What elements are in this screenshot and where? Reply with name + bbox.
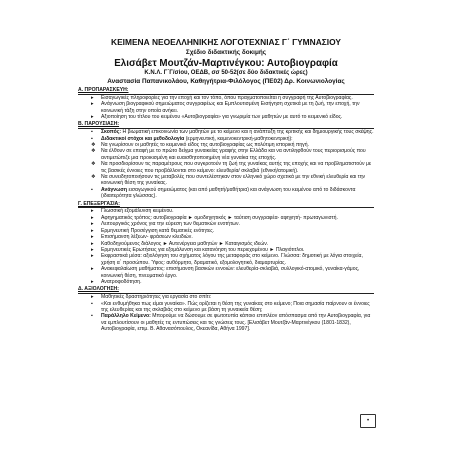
bullet-icon: ▪ xyxy=(91,300,93,307)
item-text: Λειτουργικός χρόνος για την εύρεση των θεματικών ενοτήτων. xyxy=(101,221,240,228)
list-item xyxy=(78,114,374,120)
bullet-icon: ▪ xyxy=(91,313,93,320)
item-text: εισαγωγικού σημειώματος (και από μαθητή/μαθήτρια) και ανάγνωση του κειμένου από το διδάσκοντα (ιδιαιτερότητα γλώσσας). xyxy=(101,186,356,200)
item-text: Αφηγηματικός τρόπος: αυτοβιογραφία ► ομοδιηγητικός ► ταύτιση συγγραφέα- αφηγητή- πρωταγωνιστή. xyxy=(101,214,338,221)
section-title: Γ. ΕΠΕΞΕΡΓΑΣΙΑ: xyxy=(78,200,120,207)
section-title: Δ. ΑΞΙΟΛΟΓΗΣΗ: xyxy=(78,286,119,293)
bullet-icon: ▪ xyxy=(91,129,93,136)
item-text: Επισήμανση λέξεων- φράσεων κλειδιών. xyxy=(101,234,193,241)
list-item xyxy=(78,313,374,332)
list-item xyxy=(78,148,374,161)
item-lead: Σκοπός: xyxy=(101,129,122,136)
document-body xyxy=(78,86,374,333)
bullet-icon: ▸ xyxy=(91,94,94,101)
bullet-icon: ▸ xyxy=(91,227,94,234)
list-item xyxy=(78,101,374,114)
list-item xyxy=(78,301,374,314)
item-text: Ανατροφοδότηση. xyxy=(101,278,142,285)
list-item xyxy=(78,174,374,187)
bullet-icon: ▸ xyxy=(91,114,94,121)
item-text: Μπορούμε να δώσουμε σε φωτοτυπία κάποιο επιπλέον απόσπασμα από την Αυτοβιογραφία, για να εμπλουτίσουν οι μαθητές τις εντυπώσεις και τις γνώσεις τους. [Ελισάβετ Μουτζάν-Μαρτινέγκου (1801-1832), Αυτοβιογραφία, επιμ. Β. Αθανασόπουλος, Οκεανίδα, Αθήνα 1997]. xyxy=(101,313,371,333)
bullet-icon: ▸ xyxy=(91,266,94,273)
item-text: Να γνωρίσουν οι μαθητές το κειμενικό είδος της αυτοβιογραφίας ως πολύτιμη ιστορική πηγή. xyxy=(101,142,309,149)
section-title: Β. ΠΑΡΟΥΣΙΑΣΗ: xyxy=(78,121,120,128)
item-text: Ανακεφαλαίωση μαθήματος: επισήμανση βασικών εννοιών: ελευθερία-σκλαβιά, συλλογικό-ατομικό, γυναίκα-γάμος, κοινωνική θέση, πνευματικό έργο. xyxy=(101,266,360,279)
list-item xyxy=(78,161,374,174)
document-subtitle: Σχέδιο διδακτικής δοκιμής xyxy=(185,48,267,56)
item-text: Να συνειδητοποιήσουν τις μεταβολές που συντελέστηκαν στον ελληνικό χώρο σχετικά με την εθνική ελευθερία και την κοινωνική θέση της γυναίκας. xyxy=(101,174,366,187)
item-text: Η βιωματική επικοινωνία των μαθητών με το κείμενο και η ανάπτυξη της κριτικής και δημιουργικής τους σκέψης. xyxy=(121,129,374,136)
item-text: (ερμηνευτική, κειμενοκεντρική-μαθητοκεντρική): xyxy=(184,135,293,142)
item-text: Αξιοποίηση του τίτλου του κειμένου «Αυτοβιογραφία» για γνωριμία των μαθητών με αυτό το κειμενικό είδος. xyxy=(101,114,343,121)
document-title: ΚΕΙΜΕΝΑ ΝΕΟΕΛΛΗΝΙΚΗΣ ΛΟΓΟΤΕΧΝΙΑΣ Γ΄ ΓΥΜΝΑΣΙΟΥ xyxy=(111,37,341,47)
bullet-icon: ▸ xyxy=(91,240,94,247)
section-title: Α. ΠΡΟΠΑΡΑΣΚΕΥΗ: xyxy=(78,87,129,93)
item-text: Γλωσσική εξομάλυνση κειμένου. xyxy=(101,208,174,215)
item-text: Μαθητικές δραστηριότητες για εργασία στο σπίτι: xyxy=(101,294,212,301)
item-text: Ερμηνευτική Προσέγγιση κατά θεματικές ενότητες. xyxy=(101,227,215,234)
course-meta: Κ.Ν.Λ. Γ΄Γ/σίου, ΟΕΔΒ, σσ 50-52(σε δύο διδακτικές ώρες) xyxy=(144,70,308,76)
item-text: Εισαγωγικές πληροφορίες για την εποχή και τον τόπο, όπου πραγματοποιείται η συγγραφή της Αυτοβιογραφίας. xyxy=(101,94,353,101)
item-text: Καθοδηγούμενος διάλογος ► Αυτενέργεια μαθητών ► Καταιγισμός ιδεών. xyxy=(101,240,269,247)
list-item xyxy=(78,279,374,285)
list-item xyxy=(78,253,374,266)
bullet-icon: ▪ xyxy=(91,186,93,193)
bullet-icon: ▸ xyxy=(91,208,94,215)
bullet-icon: ▪ xyxy=(91,135,93,142)
work-title: Ελισάβετ Μουτζάν-Μαρτινέγκου: Αυτοβιογραφία xyxy=(114,58,338,69)
item-lead: Διδακτικοί στόχοι και μεθοδολογία xyxy=(101,135,185,142)
bullet-icon: ❖ xyxy=(91,174,96,181)
item-text: Να έλθουν σε επαφή με το πρώτο δείγμα γυναικείας γραφής στην Ελλάδα και να αντιληφθούν τους περιορισμούς που αντιμετώπιζε μια προικισμένη και ευαισθητοποιημένη νέα γυναίκα της εποχής. xyxy=(101,148,366,161)
bullet-icon: ▸ xyxy=(91,278,94,285)
bullet-icon: ▸ xyxy=(91,253,94,260)
bullet-icon: ❖ xyxy=(91,161,96,168)
bullet-icon: ▸ xyxy=(91,214,94,221)
item-text: Ερμηνευτικές Ερωτήσεις για εξομάλυνση και κατανόηση του περιεχομένου ► Πλαγιότιτλοι. xyxy=(101,246,305,253)
list-item xyxy=(78,187,374,200)
bullet-icon: ▸ xyxy=(91,234,94,241)
bullet-icon: ▸ xyxy=(91,294,94,301)
item-lead: Παράλληλο Κείμενο: xyxy=(101,313,151,320)
author-line: Αναστασία Παπανικολάου, Καθηγήτρια-Φιλόλογος (ΠΕ02) Δρ. Κοινωνιολογίας xyxy=(107,77,345,85)
page-number: • xyxy=(360,414,376,428)
bullet-icon: ❖ xyxy=(91,142,96,149)
item-text: Ανάγνωση βιογραφικού σημειώματος συγγραφέως και Εμπλουτισμένη Εισήγηση σχετικά με τη ζωή, την εποχή, την κοινωνική τάξη στην οποία ανήκει. xyxy=(101,101,360,114)
bullet-icon: ▸ xyxy=(91,221,94,228)
bullet-icon: ❖ xyxy=(91,148,96,155)
item-lead: Ανάγνωση xyxy=(101,186,128,193)
item-text: «Και ενθυμήθηκα πως είμαι γυναίκα». Πώς ορίζεται η θέση της γυναίκας στο κείμενο; Ποια σημασία παίρνουν οι έννοιες της ελευθερίας και της σκλαβιάς στο κείμενο με βάση τη γυναικεία θέση; xyxy=(101,300,370,313)
item-text: Να προσδιορίσουν τις παραμέτρους που συγκροτούν τη ζωή της γυναίκας αυτής της εποχής και να προβληματιστούν με τις βασικές έννοιες που προβάλλονται στο κείμενο: ελευθερία/ σκλαβιά (εθνική/ατομική). xyxy=(101,161,372,174)
bullet-icon: ▸ xyxy=(91,101,94,108)
item-text: Εκφραστικά μέσα: αξιολόγηση του σχήματος λόγου της μεταφοράς στο κείμενο. Γλώσσα: δημοτική με λόγια στοιχεία, χρήση α΄ προσώπου. Ύφος: αυθόρμητο, δραματικό, εξομολογητικό, διαμαρτυρίας. xyxy=(101,253,363,266)
bullet-icon: ▸ xyxy=(91,246,94,253)
list-item xyxy=(78,266,374,279)
